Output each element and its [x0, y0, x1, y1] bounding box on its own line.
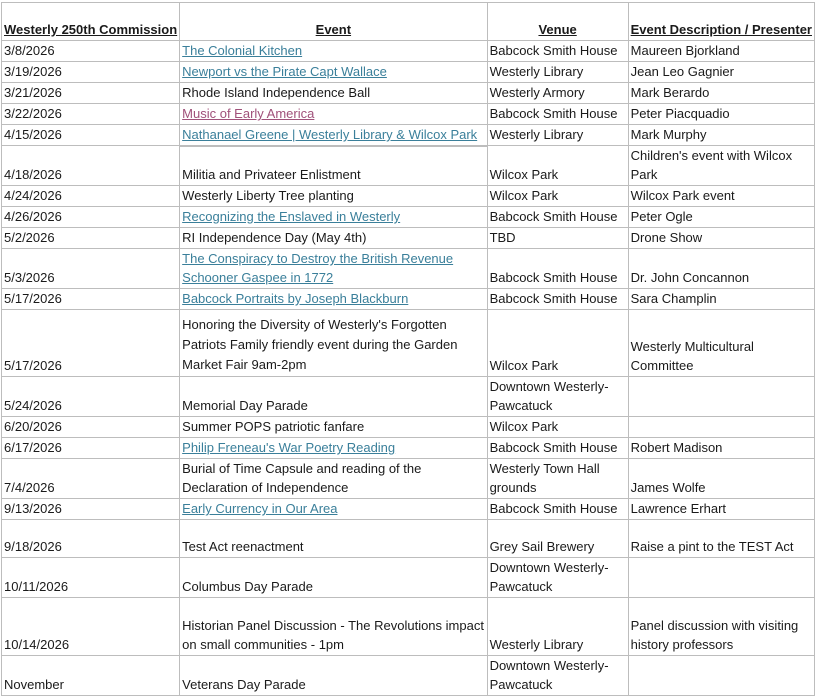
table-row [2, 417, 815, 438]
event-link[interactable]: The Colonial Kitchen [182, 43, 303, 58]
date-cell[interactable]: 5/3/2026 [2, 249, 180, 289]
description-cell[interactable]: Maureen Bjorkland [628, 41, 814, 62]
event-cell[interactable] [180, 249, 487, 289]
description-cell[interactable] [628, 417, 814, 438]
venue-cell[interactable]: Downtown Westerly-Pawcatuck [487, 656, 628, 696]
event-cell[interactable] [180, 104, 487, 125]
date-cell[interactable]: 9/18/2026 [2, 520, 180, 558]
venue-cell[interactable]: Downtown Westerly-Pawcatuck [487, 558, 628, 598]
date-cell[interactable]: 4/26/2026 [2, 207, 180, 228]
venue-cell[interactable]: Babcock Smith House [487, 104, 628, 125]
venue-cell[interactable]: Westerly Library [487, 62, 628, 83]
date-cell[interactable]: 5/17/2026 [2, 289, 180, 310]
event-cell[interactable]: Columbus Day Parade [180, 558, 487, 598]
event-link[interactable]: Music of Early America [182, 106, 315, 121]
event-cell[interactable]: Militia and Privateer Enlistment [180, 146, 487, 186]
table-row [2, 656, 815, 696]
description-cell[interactable]: Mark Murphy [628, 125, 814, 146]
event-link[interactable]: Newport vs the Pirate Capt Wallace [182, 64, 387, 79]
date-cell[interactable]: 7/4/2026 [2, 459, 180, 499]
venue-cell[interactable]: Wilcox Park [487, 146, 628, 186]
event-cell[interactable] [180, 125, 487, 146]
event-cell[interactable]: Test Act reenactment [180, 520, 487, 558]
table-row [2, 249, 815, 289]
description-cell[interactable]: Raise a pint to the TEST Act [628, 520, 814, 558]
event-cell[interactable] [180, 207, 487, 228]
date-cell[interactable]: 5/24/2026 [2, 377, 180, 417]
date-cell[interactable]: 4/18/2026 [2, 146, 180, 186]
table-row [2, 310, 815, 377]
venue-cell[interactable]: Babcock Smith House [487, 41, 628, 62]
event-link[interactable]: Recognizing the Enslaved in Westerly [182, 209, 401, 224]
table-row [2, 558, 815, 598]
table-row [2, 62, 815, 83]
event-cell[interactable]: Summer POPS patriotic fanfare [180, 417, 487, 438]
table-row [2, 83, 815, 104]
description-cell[interactable] [628, 558, 814, 598]
table-row [2, 459, 815, 499]
description-cell[interactable]: Westerly Multicultural Committee [628, 310, 814, 377]
table-row [2, 104, 815, 125]
table-row [2, 125, 815, 146]
table-row [2, 228, 815, 249]
date-cell[interactable]: 3/22/2026 [2, 104, 180, 125]
description-cell[interactable]: Wilcox Park event [628, 186, 814, 207]
date-cell[interactable]: 5/2/2026 [2, 228, 180, 249]
description-cell[interactable]: James Wolfe [628, 459, 814, 499]
event-cell[interactable]: Veterans Day Parade [180, 656, 487, 696]
header-row [2, 3, 815, 41]
description-cell[interactable]: Dr. John Concannon [628, 249, 814, 289]
venue-cell[interactable]: Babcock Smith House [487, 289, 628, 310]
table-row [2, 186, 815, 207]
table-row [2, 289, 815, 310]
event-cell[interactable]: RI Independence Day (May 4th) [180, 228, 487, 249]
date-cell[interactable]: 6/17/2026 [2, 438, 180, 459]
table-row [2, 499, 815, 520]
description-cell[interactable]: Peter Ogle [628, 207, 814, 228]
description-cell[interactable]: Panel discussion with visiting history professors [628, 598, 814, 656]
description-cell[interactable] [628, 377, 814, 417]
venue-cell[interactable]: Babcock Smith House [487, 207, 628, 228]
date-cell[interactable]: November [2, 656, 180, 696]
description-cell[interactable]: Lawrence Erhart [628, 499, 814, 520]
description-cell[interactable]: Jean Leo Gagnier [628, 62, 814, 83]
event-cell[interactable]: Honoring the Diversity of Westerly's Forgotten Patriots Family friendly event during the Garden Market Fair 9am-2pm [180, 310, 487, 377]
venue-cell[interactable]: Westerly Armory [487, 83, 628, 104]
date-cell[interactable]: 6/20/2026 [2, 417, 180, 438]
event-cell[interactable]: Westerly Liberty Tree planting [180, 186, 487, 207]
description-cell[interactable]: Mark Berardo [628, 83, 814, 104]
date-cell[interactable]: 3/8/2026 [2, 41, 180, 62]
header-commission[interactable]: Westerly 250th Commission [2, 3, 180, 41]
date-cell[interactable]: 9/13/2026 [2, 499, 180, 520]
venue-cell[interactable]: Wilcox Park [487, 186, 628, 207]
description-cell[interactable]: Children's event with Wilcox Park [628, 146, 814, 186]
date-cell[interactable]: 10/14/2026 [2, 598, 180, 656]
venue-cell[interactable]: Babcock Smith House [487, 249, 628, 289]
table-row [2, 41, 815, 62]
venue-cell[interactable]: TBD [487, 228, 628, 249]
venue-cell[interactable]: Westerly Library [487, 125, 628, 146]
table-row [2, 146, 815, 186]
event-cell[interactable]: Memorial Day Parade [180, 377, 487, 417]
description-cell[interactable]: Robert Madison [628, 438, 814, 459]
date-cell[interactable]: 3/19/2026 [2, 62, 180, 83]
venue-cell[interactable]: Babcock Smith House [487, 438, 628, 459]
date-cell[interactable]: 3/21/2026 [2, 83, 180, 104]
header-event[interactable]: Event [180, 3, 487, 41]
venue-cell[interactable]: Wilcox Park [487, 310, 628, 377]
header-venue[interactable]: Venue [487, 3, 628, 41]
date-cell[interactable]: 10/11/2026 [2, 558, 180, 598]
event-cell[interactable]: Rhode Island Independence Ball [180, 83, 487, 104]
table-row [2, 207, 815, 228]
venue-cell[interactable]: Wilcox Park [487, 417, 628, 438]
event-cell[interactable] [180, 499, 487, 520]
header-description[interactable]: Event Description / Presenter [628, 3, 814, 41]
venue-cell[interactable]: Westerly Town Hall grounds [487, 459, 628, 499]
event-cell[interactable] [180, 438, 487, 459]
date-cell[interactable]: 5/17/2026 [2, 310, 180, 377]
event-cell[interactable] [180, 289, 487, 310]
event-link[interactable]: Nathanael Greene | Westerly Library & Wilcox Park [182, 127, 478, 142]
event-link[interactable]: Early Currency in Our Area [182, 501, 338, 516]
description-cell[interactable] [628, 656, 814, 696]
event-link[interactable]: Philip Freneau's War Poetry Reading [182, 440, 396, 455]
date-cell[interactable]: 4/15/2026 [2, 125, 180, 146]
event-link[interactable]: Babcock Portraits by Joseph Blackburn [182, 291, 409, 306]
event-cell[interactable]: Historian Panel Discussion - The Revolutions impact on small communities - 1pm [180, 598, 487, 656]
table-row [2, 438, 815, 459]
venue-cell[interactable]: Babcock Smith House [487, 499, 628, 520]
event-link[interactable]: The Conspiracy to Destroy the British Revenue Schooner Gaspee in 1772 [182, 251, 454, 285]
events-table [1, 2, 815, 696]
venue-cell[interactable]: Westerly Library [487, 598, 628, 656]
venue-cell[interactable]: Grey Sail Brewery [487, 520, 628, 558]
description-cell[interactable]: Peter Piacquadio [628, 104, 814, 125]
table-row [2, 598, 815, 656]
event-cell[interactable] [180, 62, 487, 83]
table-row [2, 520, 815, 558]
event-cell[interactable] [180, 41, 487, 62]
description-cell[interactable]: Drone Show [628, 228, 814, 249]
description-cell[interactable]: Sara Champlin [628, 289, 814, 310]
date-cell[interactable]: 4/24/2026 [2, 186, 180, 207]
event-cell[interactable]: Burial of Time Capsule and reading of the Declaration of Independence [180, 459, 487, 499]
table-row [2, 377, 815, 417]
venue-cell[interactable]: Downtown Westerly-Pawcatuck [487, 377, 628, 417]
